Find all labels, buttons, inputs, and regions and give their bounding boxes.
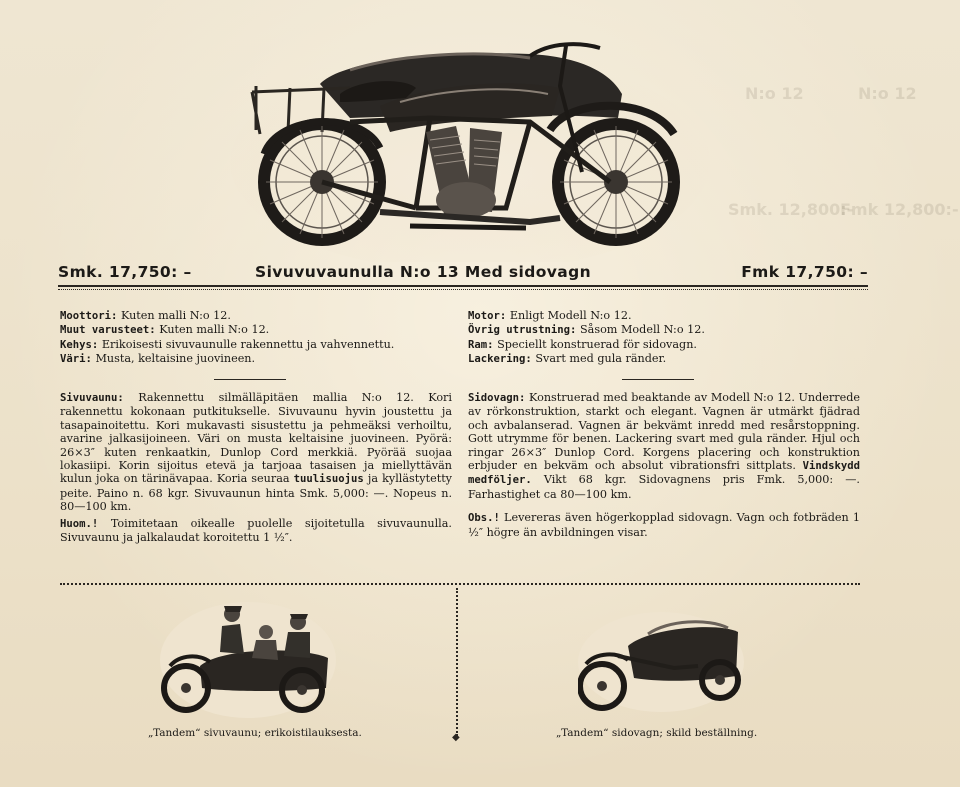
spec-key: Kehys:	[60, 338, 99, 351]
spec-line	[468, 323, 860, 337]
description-bold: tuulisuojus	[293, 473, 364, 486]
price-swedish: Fmk 17,750: –	[741, 263, 868, 281]
header-dotted-rule	[58, 289, 868, 290]
spec-value: Enligt Modell N:o 12.	[509, 309, 632, 322]
spec-line	[60, 352, 452, 366]
price-finnish: Smk. 17,750: –	[58, 263, 192, 281]
description-text: Vikt 68 kgr. Sidovagnens pris Fmk. 5,000: —. Farhastighet ca 80—100 km.	[468, 473, 860, 501]
description-key: Sidovagn:	[468, 392, 526, 404]
spec-value: Musta, keltaisine juovineen.	[95, 352, 256, 366]
spec-key: Väri:	[60, 353, 92, 366]
spec-key: Muut varusteet:	[60, 324, 156, 337]
spec-line	[60, 338, 452, 352]
spec-line	[468, 338, 860, 352]
description-text: ja kyllästytetty peite. Paino n. 68 kgr. Sivuvaunun hinta Smk. 5,000: —. Nopeus n. 80—100 km.	[60, 472, 453, 514]
sidecar-with-riders-photo	[160, 596, 336, 718]
spec-key: Moottori:	[60, 310, 118, 322]
spec-value: Kuten malli N:o 12.	[120, 309, 231, 322]
finnish-specs	[60, 309, 452, 367]
note-paragraph	[468, 511, 860, 539]
description-text: Konstruerad med beaktande av Modell N:o 12. Underrede av rörkonstruktion, starkt och elegant. Vagnen är utmärkt fjädrad och avbalanserad. Vagnen är bekvämt inredd med resårstoppning. Gott utrymme för benen. Lackering svart med gula ränder. Hjul och ringar 26×3″ Dunlop Cord. Korgens placering och konstruktion erbjuder en bekväm och absolut vibrationsfri sittplats.	[468, 391, 861, 473]
header-row	[58, 261, 868, 285]
note-text: Levereras även högerkopplad sidovagn. Vagn och fotbräden 1 ½″ högre än avbildningen visar.	[468, 511, 861, 539]
swedish-specs	[468, 309, 860, 367]
spec-value: Kuten malli N:o 12.	[159, 323, 270, 337]
bottom-dotted-rule	[60, 583, 860, 585]
header-rule	[58, 285, 868, 287]
spec-key: Ram:	[468, 338, 494, 351]
spec-key: Lackering:	[468, 353, 532, 366]
swedish-sidecar-description	[468, 391, 860, 539]
description-paragraph	[60, 391, 452, 514]
vertical-dotted-divider	[456, 588, 458, 736]
note-text: Toimitetaan oikealle puolelle sijoitetulla sivuvaunulla. Sivuvaunu ja jalkalaudat koroitettu 1 ½″.	[60, 516, 452, 545]
spec-line	[468, 309, 860, 323]
divider-ornament: ◆	[452, 732, 460, 743]
description-key: Sivuvaunu:	[60, 392, 124, 404]
bleed-through-text: Fmk 12,800:-	[840, 200, 959, 219]
spec-line	[60, 309, 452, 323]
note-key: Huom.!	[60, 517, 99, 530]
finnish-sidecar-description	[60, 391, 452, 544]
motorcycle-sidecar-illustration	[230, 22, 710, 262]
sidecar-photo	[578, 608, 744, 712]
note-key: Obs.!	[468, 512, 500, 525]
caption-right: „Tandem“ sidovagn; skild beställning.	[556, 727, 758, 739]
spec-line	[60, 323, 452, 337]
spec-key: Motor:	[468, 310, 507, 322]
bleed-through-text: N:o 12	[858, 84, 917, 103]
section-divider	[214, 379, 286, 380]
spec-value: Såsom Modell N:o 12.	[580, 323, 705, 337]
bleed-through-text: Smk. 12,800:-	[728, 200, 854, 219]
spec-value: Speciellt konstruerad för sidovagn.	[497, 337, 697, 351]
spec-line	[468, 352, 860, 366]
spec-value: Svart med gula ränder.	[535, 352, 667, 366]
spec-value: Erikoisesti sivuvaunulle rakennettu ja vahvennettu.	[101, 337, 395, 351]
note-paragraph	[60, 517, 452, 545]
description-paragraph	[468, 391, 860, 501]
caption-left: „Tandem“ sivuvaunu; erikoistilauksesta.	[148, 727, 362, 739]
description-text: Rakennettu silmälläpitäen mallia N:o 12. Kori rakennettu kokonaan putkitukselle. Sivuvaunu hyvin joustettu ja tasapainoitettu. Kori mukavasti sisustettu ja pehmeäksi verhoiltu, avarine jalkasijoineen. Väri on musta keltaisine juovineen. Pyörä: 26×3″ kuten renkaatkin, Dunlop Cord merkkiä. Pyörää suojaa lokasiipi. Korin sijoitus etevä ja tarjoaa tasaisen ja miellyttävän kulun joka on tärinävapaa. Koria seuraa	[60, 391, 452, 486]
bleed-through-text: N:o 12	[745, 84, 804, 103]
page-title: Sivuvuvaunulla N:o 13 Med sidovagn	[255, 263, 592, 281]
section-divider	[622, 379, 694, 380]
description-bold: Vindskydd medföljer.	[468, 460, 860, 487]
spec-key: Övrig utrustning:	[468, 324, 577, 337]
